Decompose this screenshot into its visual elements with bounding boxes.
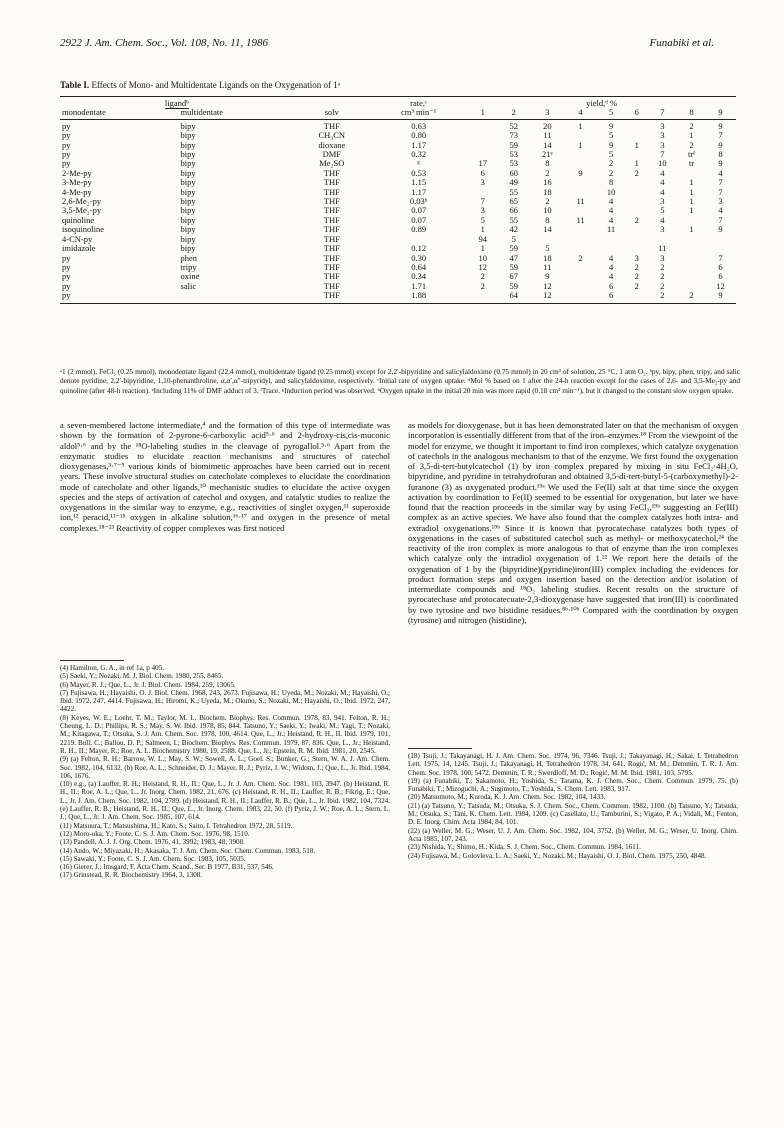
table-cell — [678, 235, 705, 244]
reference-entry: (11) Matsuura, T.; Matsushima, H.; Kato, S.; Saito, I. Tetrahedron 1972, 28, 5119. — [60, 821, 293, 830]
table-cell: 59 — [509, 243, 518, 254]
table-cell: bipy — [180, 205, 196, 216]
table-cell: 4 — [608, 271, 614, 282]
table-cell: 9 — [578, 167, 583, 178]
table-cell — [627, 225, 647, 234]
table-row — [60, 235, 736, 244]
reference-entry: (19) (a) Funabiki, T.; Sakamoto, H.; Yoshida, S.; Tarama, K. J. Chem. Soc., Chem. Commun. 1979, 75. (b) Funabiki, T.; Mizoguchi, A.; Sugimoto, T.; Yoshida, S. Chem. Lett. 1983, 917. — [408, 776, 738, 794]
table-cell: 2-Me-py — [62, 167, 92, 178]
table-cell: 0.07 — [411, 214, 427, 225]
table-cell: 3 — [480, 177, 485, 188]
reference-entry: (22) (a) Weller, M. G.; Weser, U. J. Am. Chem. Soc. 1982, 104, 3752. (b) Weller, M. G.; Weser, U. Inorg. Chim. Acta 1985, 107, 243. — [408, 826, 738, 843]
table-cell: 3 — [634, 252, 639, 263]
table-cell: py — [60, 291, 179, 303]
table-cell: 1 — [689, 196, 694, 207]
table-cell: 4 — [660, 177, 665, 188]
table-cell: 17 — [478, 158, 488, 169]
reference-entry: (12) Moro-oka, Y.; Foote, C. S. J. Am. Chem. Soc. 1976, 98, 1510. — [60, 829, 250, 838]
table-cell — [627, 291, 647, 303]
table-cell: 2 — [689, 139, 694, 150]
yield-col-header: 5 — [596, 108, 627, 119]
reference-entry: (20) Matsumoto, M.; Kuroda, K. J. Am. Chem. Soc. 1982, 104, 1433. — [408, 793, 606, 802]
table-cell: 12 — [478, 261, 488, 272]
table-cell: 9 — [545, 271, 550, 282]
table-cell: 2 — [634, 167, 639, 178]
table-cell: 67 — [509, 271, 518, 282]
table-cell — [565, 272, 595, 281]
table-cell: 1 — [480, 224, 485, 235]
table-cell: 11 — [658, 243, 667, 254]
table-cell: 0.03ʰ — [409, 196, 428, 207]
reference-entry: (17) Grinstead, R. R. Biochemistry 1964, 3, 1308. — [60, 871, 203, 880]
table-cell: py — [62, 149, 71, 160]
table-cell: 0.53 — [411, 167, 427, 178]
table-cell: imidazole — [62, 243, 96, 254]
running-header — [60, 37, 714, 53]
table-cell: 18 — [543, 252, 552, 263]
table-cell: THF — [323, 224, 340, 235]
table-cell: 8 — [608, 177, 614, 188]
table-cell: tripy — [180, 261, 197, 272]
author-running-title: Funabiki et al. — [649, 37, 714, 49]
table-cell — [678, 244, 705, 253]
table-cell: 7 — [718, 214, 723, 225]
table-cell: tr — [688, 158, 695, 169]
table-row — [60, 225, 736, 234]
reference-entry: (13) Pandell, A. J. J. Org. Chem. 1976, 41, 3992; 1983, 48, 3908. — [60, 838, 245, 847]
table-cell: 3 — [660, 130, 665, 141]
table-cell — [565, 178, 595, 187]
table-cell: 9 — [705, 291, 736, 303]
table-cell: py — [62, 261, 71, 272]
table-cell: 0.30 — [411, 252, 427, 263]
table-cell: 4 — [718, 167, 723, 178]
table-cell: 3,5-Me₂-py — [62, 205, 102, 216]
table-cell: 1 — [634, 158, 639, 169]
table-cell — [627, 119, 647, 131]
table-cell: DMF — [322, 149, 341, 160]
table-cell: 2 — [660, 261, 665, 272]
table-cell: 1 — [689, 130, 694, 141]
footnote-divider — [408, 748, 472, 749]
table-cell: 21ᵉ — [541, 149, 553, 160]
solvent-header: solv — [294, 108, 370, 119]
reference-entry: (21) (a) Tatsuno, Y.; Tatsuda, M.; Otsuka, S. J. Chem. Soc., Chem. Commun. 1982, 1100. (b) Tatsuno, Y.; Tatsuda, M.; Otsuka, S.; Tani, K. Chem. Lett. 1984, 1209. (c) Casellato, U.; Tamburini, S.; Vigato, P. A.; Vidali, M.; Fenton, D. E. Inorg. Chim. Acta 1984, 84, 101. — [408, 801, 738, 827]
table-cell: 2 — [647, 291, 678, 303]
table-row — [60, 188, 736, 197]
table-cell: 0.07 — [411, 205, 427, 216]
yield-group-header: yield,ᵈ % — [467, 97, 736, 109]
table-cell: THF — [323, 196, 340, 207]
table-cell — [565, 282, 595, 291]
table-row — [60, 141, 736, 150]
table-cell: 2 — [578, 252, 583, 263]
table-cell: 55 — [509, 186, 518, 197]
table-cell: 11 — [576, 196, 585, 207]
table-cell: 2 — [480, 280, 485, 291]
table-cell: bipy — [180, 196, 196, 207]
table-cell: 64 — [498, 291, 529, 303]
table-cell: 66 — [509, 205, 518, 216]
table-cell: 5 — [511, 233, 516, 244]
table-cell: THF — [323, 261, 340, 272]
table-cell: THF — [323, 252, 340, 263]
table-cell: 3 — [660, 120, 665, 131]
table-cell: 5 — [608, 130, 614, 141]
table-cell: 5 — [660, 205, 665, 216]
table-cell: 12 — [543, 280, 552, 291]
table-cell: bipy — [180, 120, 196, 131]
table-cell: 2 — [634, 261, 639, 272]
table-cell: Me₂SO — [319, 158, 345, 169]
table-cell: dioxane — [318, 139, 346, 150]
table-cell: 6 — [480, 167, 485, 178]
yield-col-header: 6 — [627, 108, 647, 119]
table-cell: 0.80 — [411, 130, 427, 141]
table-cell: 10 — [658, 158, 667, 169]
table-cell: bipy — [180, 224, 196, 235]
table-cell — [627, 178, 647, 187]
table-cell: 0.12 — [411, 243, 427, 254]
table-cell: 59 — [509, 261, 518, 272]
table-cell: 3 — [660, 224, 665, 235]
table-cell: 5 — [608, 149, 614, 160]
table-cell: 4-Me-py — [62, 186, 92, 197]
table-caption — [60, 80, 740, 90]
table-cell: THF — [323, 243, 340, 254]
table-cell: 14 — [543, 224, 552, 235]
table-cell — [627, 235, 647, 244]
table-cell: isoquinoline — [62, 224, 105, 235]
table-cell: 6 — [596, 291, 627, 303]
table-cell: 59 — [509, 280, 518, 291]
table-cell: quinoline — [62, 214, 95, 225]
table-cell: 4-CN-py — [62, 233, 93, 244]
table-cell: 2 — [660, 271, 665, 282]
yield-table — [60, 96, 736, 304]
table-cell: 16 — [543, 177, 552, 188]
table-cell: THF — [323, 167, 340, 178]
table-cell: 10 — [606, 186, 616, 197]
table-cell — [467, 131, 498, 140]
table-cell: 3 — [480, 205, 485, 216]
table-cell: 0.32 — [411, 149, 427, 160]
table-row — [60, 178, 736, 187]
table-cell: 2 — [634, 280, 639, 291]
table-cell: 2 — [545, 167, 550, 178]
table-cell: bipy — [180, 233, 196, 244]
table-cell: 0.89 — [411, 224, 427, 235]
reference-entry: (15) Sawaki, Y.; Foote, C. S. J. Am. Chem. Soc. 1983, 105, 5035. — [60, 854, 246, 863]
table-cell: 12 — [716, 280, 725, 291]
table-cell: 4 — [608, 196, 614, 207]
references-right — [408, 752, 738, 860]
table-cell — [678, 263, 705, 272]
rate-unit-header: cm³ min⁻¹ — [370, 108, 467, 119]
reference-entry: (24) Fujisawa, M.; Golovleva, L. A.; Saeki, Y.; Nozaki, M.; Hayaishi, O. J. Biol. Chem. 1975, 250, 4848. — [408, 851, 707, 860]
table-cell: THF — [323, 205, 340, 216]
table-cell: 7 — [660, 149, 665, 160]
table-cell: THF — [323, 214, 340, 225]
multidentate-header: multidentate — [179, 108, 294, 119]
reference-entry: (6) Mayer, R. J.; Que, L., Jr. J. Biol. Chem. 1984, 259, 13065. — [60, 680, 236, 689]
table-cell: 4 — [660, 186, 665, 197]
yield-col-header: 2 — [498, 108, 529, 119]
reference-entry: (8) Keyes, W. E.; Loehr, T. M.; Taylor, M. L. Biochem. Biophys. Res. Commun. 1978, 83, 941. Felton, R. H.; Cheung, L. D.; Phillips, R. S.; May, S. W. Ibid. 1978, 85, 844. Tatsuno, Y.; Saeki, Y.; Iwaki, M.; Yagi, T.; Nozaki, M.; Kitagawa, T.; Otsuka, S. J. Am. Chem. Soc. 1978, 100, 4614. Que, L., Jr.; Heistand, R. H., II. Ibid. 1979, 101, 2219. Bull, C.; Ballou, D. P.; Salmeen, I.; Biochem. Biophys. Res. Commun. 1979, 87, 836. Que, L., Jr.; Heistand, R. H., II.; Mayer, R.; Roe, A. L. Biochemistry 1980, 19, 2588. Que, L., Jr.; Epstein, R. M. Ibid. 1981, 20, 2545. — [60, 713, 390, 755]
table-cell: 4 — [660, 214, 665, 225]
table-cell: 1 — [578, 120, 583, 131]
table-cell: 3-Me-py — [62, 177, 92, 188]
table-cell: salic — [180, 280, 197, 291]
table-cell: 53 — [509, 158, 518, 169]
table-cell: 7 — [480, 196, 485, 207]
table-cell: 3 — [718, 196, 723, 207]
table-cell: 2 — [608, 167, 614, 178]
table-cell: 11 — [543, 130, 552, 141]
yield-col-header: 4 — [565, 108, 595, 119]
table-cell: bipy — [180, 214, 196, 225]
table-cell: 0.63 — [411, 120, 427, 131]
table-row — [60, 282, 736, 291]
table-cell: THF — [323, 271, 340, 282]
table-cell — [565, 263, 595, 272]
table-cell — [565, 291, 595, 303]
table-cell: bipy — [180, 130, 196, 141]
body-text-left-column — [60, 420, 390, 533]
table-cell: ᵍ — [417, 158, 420, 169]
table-cell: 7 — [718, 130, 723, 141]
table-cell — [467, 119, 498, 131]
table-cell: 7 — [718, 252, 723, 263]
table-cell: 1 — [689, 224, 694, 235]
table-row — [60, 197, 736, 206]
reference-entry: (7) Fujisawa, H.; Hayaishi, O. J. Biol. Chem. 1968, 243, 2673. Fujisawa, H.; Uyeda, M.; Nozaki, M.; Hayaishi, O.; Ibid. 1972, 247, 4414. Fujisawa, H.; Hiromi, K.; Uyeda, M.; Okuno, S.; Nozaki, M.; Hayaishi, O.; Ibid. 1972, 247, 4422. — [60, 688, 390, 714]
yield-col-header: 1 — [467, 108, 498, 119]
reference-entry: (10) e.g., (a) Lauffer, R. H.; Heistand, R. H., II.; Que, L., Jr. J. Am. Chem. Soc. 1981, 103, 3947. (b) Heistand, R. H., II.; Roe, A. L.; Que, L., Jr. Inorg. Chem. 1982, 21, 676. (c) Heistand, R. H., II.; Lauffer, R. B.; Fikrig, E.; Que, L., Jr. J. Am. Chem. Soc. 1982, 104, 2789. (d) Heistand, R. H., II.; Lauffer, R. B.; Que, L., Jr. Ibid. 1982, 104, 7324. (e) Lauffer, R. B.; Heistand, R. H., II.; Que, L., Jr. Inorg. Chem. 1983, 22, 50. (f) Pyriz, J. W.; Roe, A. L.; Stern, L. J.; Que, L., Jr. J. Am. Chem. Soc. 1985, 107, 614. — [60, 780, 390, 822]
table-cell: 2 — [634, 271, 639, 282]
table-cell: 94 — [478, 233, 488, 244]
references-left — [60, 664, 390, 880]
table-row — [60, 169, 736, 178]
table-cell: 8 — [545, 158, 550, 169]
table-cell: 42 — [509, 224, 518, 235]
table-cell: THF — [323, 233, 340, 244]
table-cell — [179, 291, 294, 303]
reference-entry: (4) Hamilton, G. A., in ref 1a, p 405. — [60, 664, 165, 672]
table-cell: 9 — [608, 120, 614, 131]
table-cell: 5 — [545, 243, 550, 254]
table-cell: 4 — [718, 205, 723, 216]
table-cell: bipy — [180, 158, 196, 169]
table-cell: 4 — [608, 214, 614, 225]
table-cell: 4 — [608, 261, 614, 272]
table-cell: py — [62, 139, 71, 150]
table-cell: 2 — [480, 271, 485, 282]
table-cell: py — [62, 280, 71, 291]
table-cell: py — [62, 158, 71, 169]
table-cell: 7 — [718, 186, 723, 197]
table-cell: 9 — [608, 139, 614, 150]
table-cell: 2 — [660, 280, 665, 291]
table-cell: 1.17 — [411, 186, 427, 197]
table-cell: 11 — [606, 224, 616, 235]
table-cell: 2 — [608, 158, 614, 169]
body-paragraph: as models for dioxygenase, but it has been demonstrated later on that the mechanism of oxygen incorporation is essentially different from that of the iron–enzymes.¹⁸ From the viewpoint of the model for enzyme, we thought it important to find iron complexes, which catalyze oxygenation of catechols in the analogous mechanism to that of the enzyme. We first found the oxygenation of 3,5-di-tert-butylcatechol (1) by iron complex prepared by mixing in situ FeCl₂·4H₂O, bipyridine, and pyridine in tetrahydrofuran and obtained 3,5-di-tert-butyl-5-(carboxymethyl)-2-furanone (3) as oxygenated product.¹⁹ᵃ We used the Fe(II) salt at that time since the oxygen activation by coordination to Fe(II) seemed to be essential for oxygenation, but later we have found that the reaction proceeds in the similar way by using FeCl₃,¹⁹ᵇ suggesting an Fe(III) complex as an active species. We have also found that the complex catalyzes both intra- and extradiol oxygenations.¹⁹ᵇ Since it is known that pyrocatechase catalyzes both types of oxygenations in the cases of substituted catechol such as methyl- or methoxycatechol,²⁴ the reactivity of the iron complex is more analogous to that of enzyme than the iron complexes which catalyze only the intradiol oxygenation of 1.²² We report here the details of the oxygenation of 1 by the (bipyridine)(pyridine)iron(III) complex including the evidences for product formation steps and oxygen insertion based on the detection and/or isolation of intermediate compounds and ¹⁸O₂ labeling studies. Recent results on the structure of pyrocatechase and protocatecuate-2,3-dioxygenase have suggested that iron(III) is coordinated by two tyrosine and two histidine residues.⁸ᵇ·¹⁰ᵇ Compared with the coordination by oxygen (tyrosine) and nitrogen (histidine), — [408, 420, 738, 625]
table-cell: 12 — [529, 291, 565, 303]
table-cell — [596, 235, 627, 244]
table-cell: 9 — [718, 158, 723, 169]
table-cell: CH₃CN — [318, 130, 346, 141]
table-cell: 2 — [678, 291, 705, 303]
footnote-divider — [60, 660, 124, 661]
journal-citation: 2922 J. Am. Chem. Soc., Vol. 108, No. 11, 1986 — [60, 37, 268, 49]
table-cell: 53 — [509, 149, 518, 160]
table-cell — [467, 291, 498, 303]
table-cell — [627, 188, 647, 197]
table-cell: 6 — [718, 271, 723, 282]
table-cell: 1 — [689, 205, 694, 216]
table-cell: bipy — [180, 177, 196, 188]
table-cell: 9 — [718, 139, 723, 150]
yield-col-header: 3 — [529, 108, 565, 119]
yield-col-header: 7 — [647, 108, 678, 119]
body-text-right-column — [408, 420, 738, 625]
table-cell: 8 — [718, 149, 723, 160]
table-cell: 3 — [660, 139, 665, 150]
table-cell: 2 — [634, 214, 639, 225]
table-cell: 4 — [608, 205, 614, 216]
table-cell: 59 — [509, 139, 518, 150]
table-cell: 5 — [480, 214, 485, 225]
table-cell: THF — [323, 186, 340, 197]
table-cell: 1 — [480, 243, 485, 254]
table-cell: 10 — [543, 205, 552, 216]
table-cell: 3 — [660, 252, 665, 263]
table-cell: 2 — [689, 120, 694, 131]
table-label: Table I. — [60, 80, 90, 90]
table-footnotes: ᵃ1 (2 mmol), FeCl₃ (0.25 mmol), monodentate ligand (22.4 mmol), multidentate ligand (0.25 mmol) except for 2,2′-bipyridine and salicylaldoxime (0.75 mmol) in 20 cm³ of solution, 25 °C, 1 atm O₂. ᵇpy, bipy, phen, tripy, and salic denote pyridine, 2,2′-bipyridine, 1,10-phenanthroline, α,α′,α″-tripyridyl, and salicylaldoxime, respectively. ᶜInitial rate of oxygen uptake. ᵈMol % based on 1 after the 24-h reaction except for the cases of 2,6- and 3,5-Me₂-py and quinoline (after 48-h reaction). ᵉIncluding 11% of DMF adduct of 3. ᶠTrace. ᵍInduction period was observed. ʰOxygen uptake in the initial 20 min was more rapid (0.18 cm³ min⁻¹), but it changed to the constant slow oxygen uptake. — [60, 367, 740, 395]
table-cell: 2,6-Me₂-py — [62, 196, 102, 207]
monodentate-header: monodentate — [60, 108, 179, 119]
table-cell: 1.71 — [411, 280, 427, 291]
table-cell: 11 — [543, 261, 552, 272]
table-cell: 65 — [509, 196, 518, 207]
table-cell: trᶠ — [687, 149, 695, 160]
table-cell: 4 — [608, 252, 614, 263]
table-cell: 1 — [689, 186, 694, 197]
table-cell: 55 — [509, 214, 518, 225]
table-cell: 1.17 — [411, 139, 427, 150]
table-cell: 0.34 — [411, 271, 427, 282]
table-cell — [565, 225, 595, 234]
table-cell: 73 — [509, 130, 518, 141]
yield-col-header: 8 — [678, 108, 705, 119]
table-cell: 2 — [545, 196, 550, 207]
reference-entry: (18) Tsuji, J.; Takayanagi, H. J. Am. Chem. Soc. 1974, 96, 7346. Tsuji, J.; Takayanagi, H.; Sakai, I. Tetrahedron Lett. 1975, 14, 1245. Tsuji, J.; Takayanagi, H. Tetrahedron 1978, 34, 641. Rogić, M. M.; Demmin, T. R. J. Am. Chem. Soc. 1978, 100, 5472. Demmin, T. R.; Swerdloff, M. D.; Rogić, M. M. Ibid. 1981, 103, 5795. — [408, 752, 738, 777]
reference-entry: (16) Gierer, J.; Imsgard, F. Acta Chem. Scand., Ser. B 1977, B31, 537, 546. — [60, 863, 274, 872]
table-cell: 1 — [634, 139, 639, 150]
table-cell: 20 — [543, 120, 552, 131]
table-cell: py — [62, 271, 71, 282]
table-cell: 49 — [509, 177, 518, 188]
reference-entry: (14) Ando, W.; Miyazaki, H.; Akasaka, T. J. Am. Chem. Soc. Chem. Commun. 1983, 518. — [60, 846, 316, 855]
body-paragraph: a seven-membered lactone intermediate,⁴ and the formation of this type of intermediate was shown by the formation of 2-pyrone-6-carboxylic acid⁵·⁶ and 2-hydroxy-cis,cis-muconic aldol⁵·⁶ and by the ¹⁸O-labeling studies in the cleavage of pyrogallol.⁵·⁶ Apart from the enzymatic studies to elucidate reaction mechanisms and structures of catechol dioxygenases,³·⁷⁻⁹ various kinds of biomimetic approaches have been carried out in recent years. These involve structural studies on catecholate complexes to elucidate the coordination mode of catecholate and other ligands,¹⁰ mechanistic studies to elucidate the active oxygen species and the steps of activation of catechol and oxygen, and catalytic studies to realize the oxygenations in the similar way to enzyme, e.g., reactivities of singlet oxygen,¹¹ superoxide ion,¹² peracid,¹³⁻¹⁵ oxygen in alkaline solution,¹⁶·¹⁷ and oxygen in the presence of metal complexes.¹⁸⁻²³ Reactivity of copper complexes was first noticed — [60, 420, 390, 533]
table-cell: 7 — [718, 177, 723, 188]
table-cell: THF — [294, 291, 370, 303]
table-cell: py — [62, 252, 71, 263]
table-cell: bipy — [180, 149, 196, 160]
table-cell: 18 — [543, 186, 552, 197]
table-cell: 6 — [718, 261, 723, 272]
table-cell: 1.88 — [370, 291, 467, 303]
table-cell: 3 — [660, 196, 665, 207]
table-cell: 9 — [718, 224, 723, 235]
rate-header: rate,ᶜ — [370, 97, 467, 109]
table-body — [60, 119, 736, 303]
table-cell — [467, 141, 498, 150]
yield-col-header: 9 — [705, 108, 736, 119]
table-cell: bipy — [180, 186, 196, 197]
table-cell: THF — [323, 280, 340, 291]
table-cell: 6 — [608, 280, 614, 291]
table-cell: bipy — [180, 167, 196, 178]
table-cell: 4 — [660, 167, 665, 178]
table-cell: 1.15 — [411, 177, 427, 188]
table-cell: oxine — [180, 271, 200, 282]
table-cell: 0.64 — [411, 261, 427, 272]
table-cell: bipy — [180, 139, 196, 150]
table-cell — [565, 150, 595, 159]
reference-entry: (5) Saeki, Y.; Nozaki, M. J. Biol. Chem. 1980, 255, 8465. — [60, 672, 224, 681]
reference-entry: (23) Nishida, Y.; Shimo, H.; Kida, S. J. Chem. Soc., Chem. Commun. 1984, 1611. — [408, 843, 641, 852]
table-cell: 10 — [478, 252, 488, 263]
table-cell: 47 — [509, 252, 518, 263]
table-cell: 1 — [578, 139, 583, 150]
table-cell: py — [62, 120, 71, 131]
table-cell: 52 — [509, 120, 518, 131]
table-cell: 8 — [545, 214, 550, 225]
table-cell: 9 — [718, 120, 723, 131]
table-title: Effects of Mono- and Multidentate Ligands on the Oxygenation of 1ᵃ — [91, 80, 341, 90]
table-row — [60, 291, 736, 303]
table-cell: 1 — [689, 177, 694, 188]
table-cell — [678, 272, 705, 281]
table-cell: THF — [323, 120, 340, 131]
table-cell — [565, 235, 595, 244]
table-row — [60, 216, 736, 225]
table-row — [60, 119, 736, 131]
table-cell — [678, 254, 705, 263]
table-cell: 14 — [543, 139, 552, 150]
table-cell: bipy — [180, 243, 196, 254]
table-cell — [705, 235, 736, 244]
table-cell: 11 — [576, 214, 585, 225]
table-cell: phen — [180, 252, 198, 263]
table-cell: py — [62, 130, 71, 141]
table-cell: THF — [323, 177, 340, 188]
table-cell: 60 — [509, 167, 518, 178]
ligand-group-header: ligandᵇ — [60, 97, 294, 109]
table-cell — [627, 197, 647, 206]
reference-entry: (9) (a) Felton, R. H.; Barrow, W. L.; May, S. W.; Sowell, A. L.; Goel. S.; Bunker, G.; Stern, W. A. J. Am. Chem. Soc. 1982, 104, 6132. (b) Roe, A. L.; Schneider, D. J.; Mayer, R. J.; Pyriz, J. W.; Widom, J.; Que, L., Jr. Ibid. 1984, 106, 1676. — [60, 755, 390, 780]
